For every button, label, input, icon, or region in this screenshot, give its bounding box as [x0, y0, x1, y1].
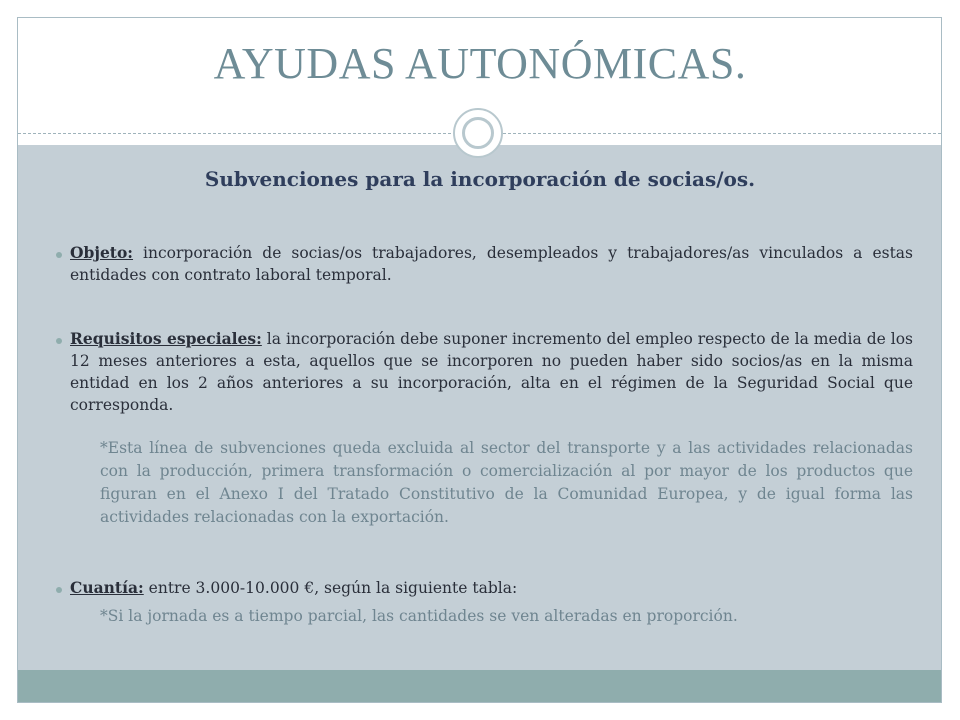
item-text: incorporación de socias/os trabajadores, desempleados y trabajadores/as vinculados a estas entidades con contrato laboral temporal.: [70, 244, 913, 284]
slide-subtitle: Subvenciones para la incorporación de socias/os.: [204, 167, 756, 191]
item-text: entre 3.000-10.000 €, según la siguiente tabla:: [143, 579, 518, 597]
item-text: la incorporación debe suponer incremento del empleo respecto de la media de los 12 meses anteriores a esta, aquellos que se incorporen no pueden haber sido socios/as en la misma entidad en los 2 años anteriores a su incorporación, alta en el régimen de la Seguridad Social que corresponda.: [70, 330, 913, 414]
note-exclusion: *Esta línea de subvenciones queda excluida al sector del transporte y a las actividades relacionadas con la producción, primera transformación o comercialización al por mayor de los productos que figuran en el Anexo I del Tratado Constitutivo de la Comunidad Europea, y de igual forma las actividades relacionadas con la exportación.: [100, 439, 913, 526]
list-item-requisitos: [70, 328, 913, 416]
bullet-icon: [56, 587, 62, 593]
note-partial-time: *Si la jornada es a tiempo parcial, las cantidades se ven alteradas en proporción.: [100, 607, 738, 625]
bullet-icon: [56, 338, 62, 344]
list-item-objeto: [70, 242, 913, 286]
item-label: Objeto:: [70, 243, 134, 262]
item-label: Cuantía:: [70, 578, 144, 597]
circle-ornament-inner-icon: [462, 117, 494, 149]
slide-title: AYUDAS AUTONÓMICAS.: [213, 39, 747, 88]
footer-bar: [18, 670, 941, 702]
list-item-cuantia: [70, 577, 913, 599]
item-label: Requisitos especiales:: [70, 329, 262, 348]
bullet-icon: [56, 252, 62, 258]
